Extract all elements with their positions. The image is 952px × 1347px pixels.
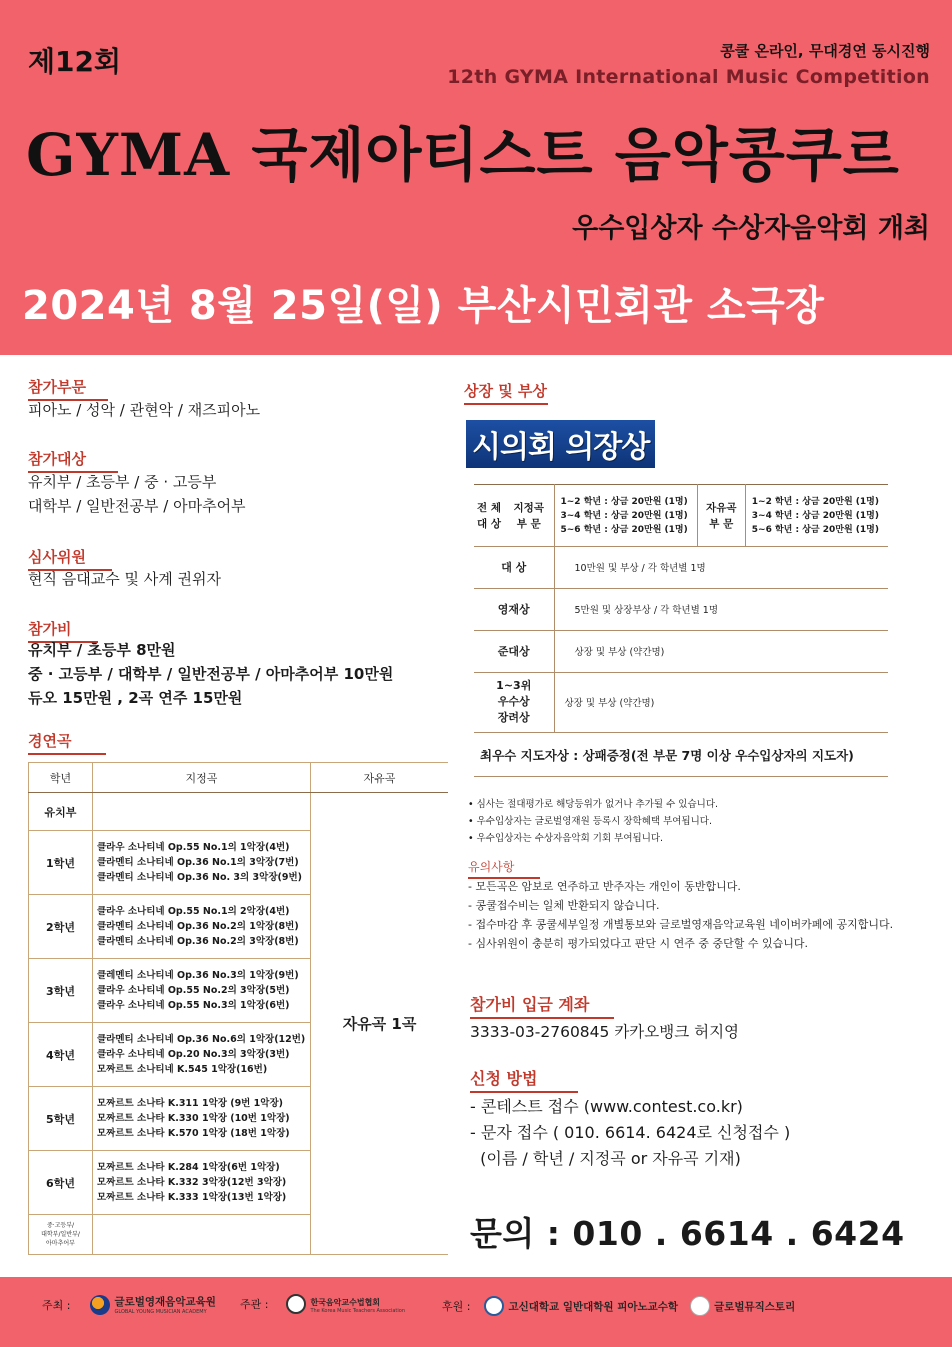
- inquiry-phone: 문의 : 010 . 6614 . 6424: [470, 1214, 905, 1253]
- categories-text: 피아노 / 성악 / 관현악 / 재즈피아노: [28, 401, 261, 419]
- english-title: 12th GYMA International Music Competition: [447, 66, 930, 88]
- award-row: 대 상 10만원 및 부상 / 각 학년별 1명: [474, 546, 888, 588]
- fee-line1: 유치부 / 초등부 8만원: [28, 641, 176, 659]
- eligibility-line2: 대학부 / 일반전공부 / 아마추어부: [28, 497, 246, 515]
- free-piece-cell: 자유곡 1곡: [311, 793, 449, 1255]
- table-row: 1학년 클라우 소나티네 Op.55 No.1의 1악장(4번) 클라멘티 소나티네 Op.36 No.1의 3악장(7번) 클라멘티 소나티네 Op.36 No. 3의 3악장(9번): [29, 831, 449, 895]
- divider: [474, 776, 888, 777]
- table-row: 6학년 모짜르트 소나타 K.284 1악장(6번 1악장) 모짜르트 소나타 K.332 3악장(12번 3악장) 모짜르트 소나타 K.333 1악장(13번 1악장): [29, 1151, 449, 1215]
- plaque-title: 시의회 의장상: [466, 420, 655, 468]
- main-title: GYMA 국제아티스트 음악콩쿠르: [26, 121, 900, 189]
- col-required: 지정곡: [93, 763, 311, 793]
- account-text: 3333-03-2760845 카카오뱅크 허지영: [470, 1023, 740, 1041]
- award-row: 영재상 5만원 및 상장부상 / 각 학년별 1명: [474, 588, 888, 630]
- best-teacher-award: 최우수 지도자상 : 상패증정(전 부문 7명 이상 우수입상자의 지도자): [480, 748, 854, 763]
- fee-heading: 참가비: [28, 618, 98, 643]
- fee-line2: 중 · 고등부 / 대학부 / 일반전공부 / 아마추어부 10만원: [28, 665, 394, 683]
- music-story-logo-icon: [690, 1296, 710, 1316]
- award-row: 준대상 상장 및 부상 (약간명): [474, 630, 888, 672]
- fee-line3: 듀오 15만원 , 2곡 연주 15만원: [28, 689, 243, 707]
- eligibility-heading: 참가대상: [28, 448, 118, 473]
- host: 주최 : 글로벌영재음악교육원 GLOBAL YOUNG MUSICIAN ACADEMY: [42, 1296, 216, 1315]
- table-row: 유치부 자유곡 1곡: [29, 793, 449, 831]
- date-venue: 2024년 8월 25일(일) 부산시민회관 소극장: [22, 283, 825, 329]
- col-free: 자유곡: [311, 763, 449, 793]
- table-row: 2학년 클라우 소나티네 Op.55 No.1의 2악장(4번) 클라멘티 소나티네 Op.36 No.2의 1악장(8번) 클라멘티 소나티네 Op.36 No.2의 3악장(8번): [29, 895, 449, 959]
- online-note: 콩쿨 온라인, 무대경연 동시진행: [720, 42, 930, 60]
- apply-heading: 신청 방법: [470, 1066, 578, 1093]
- subtitle: 우수입상자 수상자음악회 개최: [572, 213, 930, 244]
- awards-table: [474, 484, 888, 547]
- edition-label: 제12회: [28, 45, 122, 78]
- col-grade: 학년: [29, 763, 93, 793]
- table-row: 3학년 클레멘티 소나티네 Op.36 No.3의 1악장(9번) 클라우 소나티네 Op.55 No.2의 3악장(5번) 클라우 소나티네 Op.55 No.3의 1악장(6번): [29, 959, 449, 1023]
- cautions-list: - 모든곡은 암보로 연주하고 반주자는 개인이 동반합니다. - 콩쿨접수비는 일체 반환되지 않습니다. - 접수마감 후 콩쿨세부일정 개별통보와 글로벌영재음악교육원 네이버카페에 공지합니다. - 심사위원이 충분히 평가되었다고 판단 시 연주 중 중단할 수 있습니다.: [468, 880, 894, 950]
- judges-heading: 심사위원: [28, 546, 112, 571]
- awards-heading: 상장 및 부상: [464, 380, 548, 405]
- repertoire-table: [28, 762, 448, 1255]
- apply-lines: - 콘테스트 접수 (www.contest.co.kr) - 문자 접수 ( 010. 6614. 6424로 신청접수 ) (이름 / 학년 / 지정곡 or 자유곡 기재): [470, 1097, 791, 1168]
- eligibility-line1: 유치부 / 초등부 / 중 · 고등부: [28, 473, 217, 491]
- notes-list: • 심사는 절대평가로 해당등위가 없거나 추가될 수 있습니다. • 우수입상자는 글로벌영재원 등록시 장학혜택 부여됩니다. • 우수입상자는 수상자음악회 기회 부여됩니다.: [468, 799, 719, 844]
- table-row: 4학년 클라멘티 소나티네 Op.36 No.6의 1악장(12번) 클라우 소나티네 Op.20 No.3의 3악장(3번) 모짜르트 소나티네 K.545 1악장(16번): [29, 1023, 449, 1087]
- association-logo-icon: [286, 1294, 306, 1314]
- judges-text: 현직 음대교수 및 사계 권위자: [28, 570, 221, 588]
- account-heading: 참가비 입금 계좌: [470, 992, 614, 1019]
- repertoire-heading: 경연곡: [28, 730, 106, 755]
- award-row: 1~3위 우수상 장려상 상장 및 부상 (약간명): [474, 672, 888, 732]
- organizer: 주관 : 한국음악교수법협회 The Korea Music Teachers Association: [240, 1294, 405, 1314]
- table-row: 5학년 모짜르트 소나타 K.311 1악장 (9번 1악장) 모짜르트 소나타 K.330 1악장 (10번 1악장) 모짜르트 소나타 K.570 1악장 (18번 1악장): [29, 1087, 449, 1151]
- cautions-heading: 유의사항: [468, 858, 540, 879]
- academy-logo-icon: [90, 1295, 110, 1315]
- university-logo-icon: [484, 1296, 504, 1316]
- table-row: 중·고등부/ 대학부/일반부/ 아마추어부: [29, 1215, 449, 1255]
- categories-heading: 참가부문: [28, 376, 108, 401]
- sponsors: 후원 : 고신대학교 일반대학원 피아노교수학 글로벌뮤직스토리: [442, 1296, 795, 1316]
- overall-row: 전 체 대 상 지정곡 부 문 1~2 학년 : 상금 20만원 (1명) 3~4 학년 : 상금 20만원 (1명) 5~6 학년 : 상금 20만원 (1명) 자유곡 부 문 1~2 학년 : 상금 20만원 (1명) 3~4 학년 : 상금 20만원 (1명) 5~6 학년 : 상금 20만원 (1명): [474, 485, 888, 547]
- awards-list: [474, 546, 888, 733]
